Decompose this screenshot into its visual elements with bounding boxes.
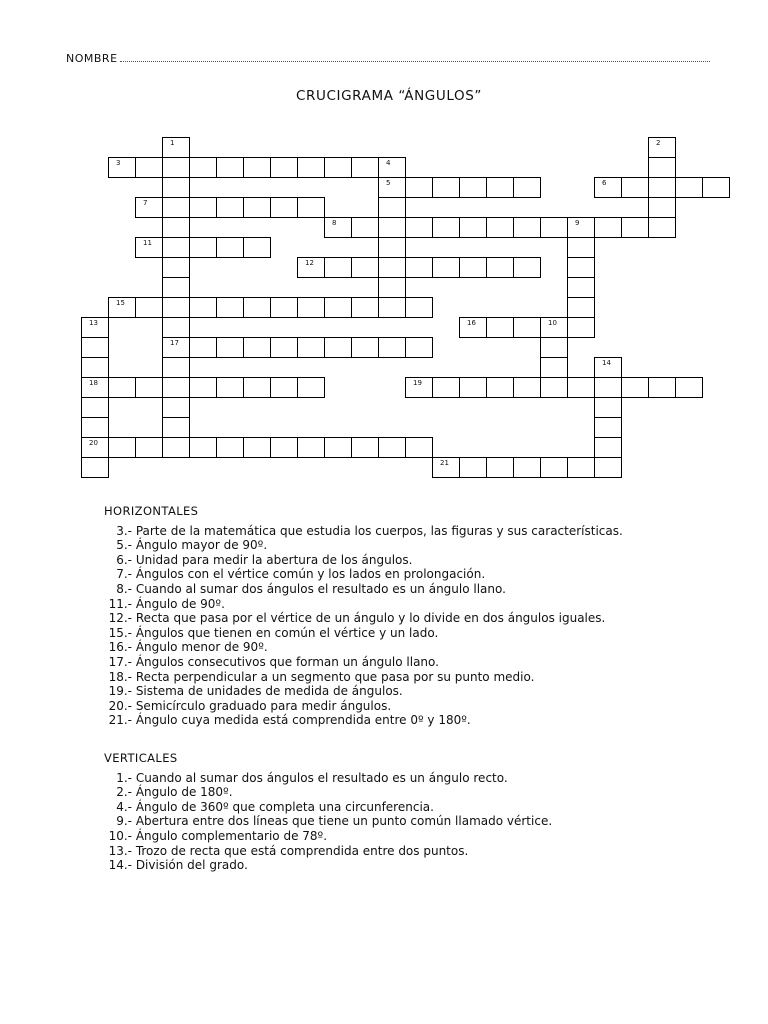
crossword-cell[interactable]	[405, 297, 433, 318]
crossword-cell[interactable]	[378, 157, 406, 178]
clue-item	[106, 538, 704, 553]
clue-text: Ángulo de 180º.	[132, 785, 233, 800]
crossword-cell[interactable]	[297, 257, 325, 278]
clue-item	[106, 640, 704, 655]
horizontal-clues-heading: HORIZONTALES	[104, 504, 199, 518]
clue-number: 21	[440, 459, 449, 467]
crossword-cell[interactable]	[405, 257, 433, 278]
crossword-cell[interactable]	[594, 457, 622, 478]
crossword-cell[interactable]	[594, 397, 622, 418]
crossword-cell[interactable]	[135, 157, 163, 178]
clue-item	[106, 800, 704, 815]
clue-number-label: 12.-	[108, 611, 132, 626]
crossword-cell[interactable]	[216, 377, 244, 398]
crossword-cell[interactable]	[324, 257, 352, 278]
clue-number-label: 2.-	[116, 785, 132, 800]
clue-number: 9	[575, 219, 580, 227]
crossword-cell[interactable]	[162, 257, 190, 278]
clue-text: Ángulo complementario de 78º.	[132, 828, 328, 843]
crossword-cell[interactable]	[378, 217, 406, 238]
clue-text: Ángulos que tienen en común el vértice y un lado.	[132, 625, 439, 640]
clue-text: Semicírculo graduado para medir ángulos.	[132, 698, 392, 713]
clue-number-label: 16.-	[108, 640, 132, 655]
crossword-cell[interactable]	[621, 377, 649, 398]
crossword-cell[interactable]	[162, 197, 190, 218]
clue-text: Ángulos con el vértice común y los lados en prolongación.	[132, 567, 486, 582]
crossword-cell[interactable]	[648, 377, 676, 398]
crossword-cell[interactable]	[324, 157, 352, 178]
crossword-cell[interactable]	[540, 377, 568, 398]
clue-item	[106, 524, 704, 539]
clue-item	[106, 597, 704, 612]
crossword-cell[interactable]	[135, 377, 163, 398]
crossword-cell[interactable]	[324, 217, 352, 238]
crossword-cell[interactable]	[189, 377, 217, 398]
crossword-cell[interactable]	[162, 237, 190, 258]
crossword-cell[interactable]	[540, 217, 568, 238]
crossword-cell[interactable]	[702, 177, 730, 198]
crossword-cell[interactable]	[162, 397, 190, 418]
crossword-cell[interactable]	[351, 157, 379, 178]
crossword-cell[interactable]	[243, 437, 271, 458]
crossword-cell[interactable]	[297, 197, 325, 218]
clue-item	[106, 858, 704, 873]
clue-text: Unidad para medir la abertura de los ángulos.	[132, 552, 413, 567]
clue-number: 17	[170, 339, 179, 347]
clue-number-label: 3.-	[116, 523, 132, 538]
crossword-cell[interactable]	[378, 297, 406, 318]
clue-item	[106, 611, 704, 626]
crossword-cell[interactable]	[486, 217, 514, 238]
clue-number-label: 20.-	[108, 698, 132, 713]
crossword-cell[interactable]	[162, 137, 190, 158]
crossword-cell[interactable]	[540, 357, 568, 378]
crossword-cell[interactable]	[378, 437, 406, 458]
clue-text: División del grado.	[132, 858, 248, 873]
crossword-cell[interactable]	[351, 217, 379, 238]
clue-number-label: 17.-	[108, 654, 132, 669]
clue-number-label: 6.-	[116, 552, 132, 567]
clue-item	[106, 655, 704, 670]
crossword-cell[interactable]	[243, 297, 271, 318]
crossword-cell[interactable]	[324, 437, 352, 458]
crossword-cell[interactable]	[459, 177, 487, 198]
vertical-clues	[104, 751, 704, 873]
crossword-cell[interactable]	[189, 197, 217, 218]
crossword-cell[interactable]	[513, 177, 541, 198]
clue-item	[106, 567, 704, 582]
clue-number: 12	[305, 259, 314, 267]
crossword-cell[interactable]	[351, 297, 379, 318]
clue-number: 20	[89, 439, 98, 447]
crossword-cell[interactable]	[189, 437, 217, 458]
crossword-cell[interactable]	[108, 297, 136, 318]
crossword-cell[interactable]	[81, 357, 109, 378]
clue-text: Cuando al sumar dos ángulos el resultado es un ángulo llano.	[132, 581, 506, 596]
clue-number-label: 7.-	[116, 567, 132, 582]
clue-number: 11	[143, 239, 152, 247]
crossword-cell[interactable]	[162, 437, 190, 458]
crossword-cell[interactable]	[135, 197, 163, 218]
clue-text: Sistema de unidades de medida de ángulos.	[132, 684, 403, 699]
crossword-cell[interactable]	[432, 457, 460, 478]
crossword-cell[interactable]	[243, 197, 271, 218]
clue-number: 15	[116, 299, 125, 307]
crossword-cell[interactable]	[486, 177, 514, 198]
clue-item	[106, 814, 704, 829]
crossword-cell[interactable]	[243, 237, 271, 258]
crossword-cell[interactable]	[459, 317, 487, 338]
crossword-cell[interactable]	[432, 217, 460, 238]
clue-text: Ángulo menor de 90º.	[132, 640, 268, 655]
crossword-cell[interactable]	[648, 157, 676, 178]
clue-item	[106, 713, 704, 728]
crossword-cell[interactable]	[162, 317, 190, 338]
crossword-cell[interactable]	[567, 217, 595, 238]
crossword-cell[interactable]	[81, 457, 109, 478]
clue-text: Recta que pasa por el vértice de un ángulo y lo divide en dos ángulos iguales.	[132, 611, 606, 626]
clue-number-label: 11.-	[108, 596, 132, 611]
clue-text: Recta perpendicular a un segmento que pasa por su punto medio.	[132, 669, 535, 684]
crossword-cell[interactable]	[567, 297, 595, 318]
crossword-cell[interactable]	[351, 257, 379, 278]
clue-number-label: 14.-	[108, 858, 132, 873]
crossword-cell[interactable]	[243, 377, 271, 398]
crossword-cell[interactable]	[162, 217, 190, 238]
crossword-cell[interactable]	[513, 257, 541, 278]
crossword-cell[interactable]	[648, 197, 676, 218]
crossword-cell[interactable]	[108, 377, 136, 398]
crossword-cell[interactable]	[162, 177, 190, 198]
name-dotted-line	[120, 60, 710, 62]
crossword-cell[interactable]	[216, 197, 244, 218]
page-title: CRUCIGRAMA “ÁNGULOS”	[296, 88, 482, 104]
crossword-cell[interactable]	[270, 157, 298, 178]
crossword-cell[interactable]	[405, 177, 433, 198]
clue-item	[106, 699, 704, 714]
crossword-cell[interactable]	[135, 437, 163, 458]
crossword-cell[interactable]	[459, 217, 487, 238]
clue-number-label: 5.-	[116, 538, 132, 553]
vertical-clues-heading: VERTICALES	[104, 751, 178, 765]
crossword-cell[interactable]	[621, 177, 649, 198]
crossword-cell[interactable]	[405, 217, 433, 238]
crossword-cell[interactable]	[216, 337, 244, 358]
crossword-cell[interactable]	[648, 177, 676, 198]
clue-number: 4	[386, 159, 391, 167]
crossword-cell[interactable]	[459, 457, 487, 478]
crossword-cell[interactable]	[378, 197, 406, 218]
crossword-cell[interactable]	[540, 317, 568, 338]
clue-item	[106, 582, 704, 597]
crossword-cell[interactable]	[270, 197, 298, 218]
crossword-cell[interactable]	[378, 257, 406, 278]
crossword-cell[interactable]	[540, 457, 568, 478]
crossword-cell[interactable]	[270, 297, 298, 318]
clue-number: 2	[656, 139, 661, 147]
crossword-cell[interactable]	[216, 297, 244, 318]
crossword-cell[interactable]	[567, 457, 595, 478]
crossword-cell[interactable]	[432, 257, 460, 278]
clue-text: Cuando al sumar dos ángulos el resultado es un ángulo recto.	[132, 770, 508, 785]
crossword-cell[interactable]	[405, 377, 433, 398]
crossword-cell[interactable]	[243, 337, 271, 358]
crossword-cell[interactable]	[81, 417, 109, 438]
name-field[interactable]	[66, 49, 710, 65]
crossword-cell[interactable]	[567, 257, 595, 278]
crossword-cell[interactable]	[135, 297, 163, 318]
crossword-cell[interactable]	[351, 437, 379, 458]
crossword-cell[interactable]	[81, 437, 109, 458]
crossword-cell[interactable]	[162, 337, 190, 358]
crossword-cell[interactable]	[567, 317, 595, 338]
crossword-cell[interactable]	[594, 217, 622, 238]
crossword-cell[interactable]	[459, 257, 487, 278]
clue-number: 5	[386, 179, 391, 187]
crossword-cell[interactable]	[378, 237, 406, 258]
crossword-cell[interactable]	[567, 377, 595, 398]
clue-text: Ángulo de 90º.	[132, 596, 225, 611]
crossword-cell[interactable]	[648, 137, 676, 158]
clue-item	[106, 785, 704, 800]
crossword-cell[interactable]	[189, 157, 217, 178]
clue-number: 16	[467, 319, 476, 327]
clue-text: Parte de la matemática que estudia los cuerpos, las figuras y sus características.	[132, 523, 623, 538]
clue-item	[106, 844, 704, 859]
clue-item	[106, 553, 704, 568]
crossword-cell[interactable]	[405, 437, 433, 458]
crossword-cell[interactable]	[567, 277, 595, 298]
clue-number: 19	[413, 379, 422, 387]
crossword-cell[interactable]	[594, 357, 622, 378]
clue-number: 14	[602, 359, 611, 367]
crossword-cell[interactable]	[270, 337, 298, 358]
crossword-cell[interactable]	[162, 277, 190, 298]
clue-text: Abertura entre dos líneas que tiene un punto común llamado vértice.	[132, 814, 553, 829]
clue-number-label: 1.-	[116, 770, 132, 785]
crossword-grid	[0, 0, 768, 500]
crossword-cell[interactable]	[378, 277, 406, 298]
name-label: NOMBRE	[66, 52, 118, 65]
clue-number: 18	[89, 379, 98, 387]
clue-item	[106, 670, 704, 685]
clue-text: Trozo de recta que está comprendida entre dos puntos.	[132, 843, 469, 858]
crossword-cell[interactable]	[81, 317, 109, 338]
crossword-cell[interactable]	[297, 437, 325, 458]
crossword-cell[interactable]	[594, 417, 622, 438]
crossword-cell[interactable]	[216, 237, 244, 258]
clue-number: 1	[170, 139, 175, 147]
clue-number: 8	[332, 219, 337, 227]
crossword-cell[interactable]	[432, 377, 460, 398]
crossword-cell[interactable]	[216, 157, 244, 178]
crossword-cell[interactable]	[486, 377, 514, 398]
clue-number: 3	[116, 159, 121, 167]
crossword-cell[interactable]	[297, 337, 325, 358]
crossword-cell[interactable]	[189, 237, 217, 258]
crossword-cell[interactable]	[297, 297, 325, 318]
crossword-cell[interactable]	[675, 377, 703, 398]
crossword-cell[interactable]	[378, 177, 406, 198]
crossword-cell[interactable]	[324, 297, 352, 318]
crossword-cell[interactable]	[513, 217, 541, 238]
horizontal-clues	[104, 504, 704, 728]
clue-text: Ángulo de 360º que completa una circunferencia.	[132, 799, 434, 814]
crossword-cell[interactable]	[648, 217, 676, 238]
clue-text: Ángulo mayor de 90º.	[132, 538, 268, 553]
clue-number: 10	[548, 319, 557, 327]
crossword-cell[interactable]	[567, 237, 595, 258]
crossword-cell[interactable]	[162, 357, 190, 378]
crossword-cell[interactable]	[81, 397, 109, 418]
crossword-cell[interactable]	[432, 177, 460, 198]
clue-text: Ángulo cuya medida está comprendida entre 0º y 180º.	[132, 713, 471, 728]
crossword-cell[interactable]	[216, 437, 244, 458]
crossword-cell[interactable]	[297, 157, 325, 178]
clue-number-label: 13.-	[108, 843, 132, 858]
crossword-cell[interactable]	[189, 297, 217, 318]
clue-number: 7	[143, 199, 148, 207]
crossword-cell[interactable]	[189, 337, 217, 358]
crossword-cell[interactable]	[486, 457, 514, 478]
crossword-cell[interactable]	[270, 377, 298, 398]
crossword-cell[interactable]	[81, 377, 109, 398]
crossword-cell[interactable]	[594, 177, 622, 198]
clue-number-label: 9.-	[116, 814, 132, 829]
crossword-cell[interactable]	[243, 157, 271, 178]
clue-number-label: 8.-	[116, 581, 132, 596]
crossword-cell[interactable]	[378, 337, 406, 358]
crossword-cell[interactable]	[675, 177, 703, 198]
crossword-cell[interactable]	[351, 337, 379, 358]
vertical-clue-list	[104, 771, 704, 873]
crossword-cell[interactable]	[135, 237, 163, 258]
crossword-cell[interactable]	[594, 437, 622, 458]
crossword-cell[interactable]	[81, 337, 109, 358]
crossword-cell[interactable]	[405, 337, 433, 358]
horizontal-clue-list	[104, 524, 704, 728]
crossword-cell[interactable]	[162, 417, 190, 438]
crossword-cell[interactable]	[270, 437, 298, 458]
clue-number-label: 15.-	[108, 625, 132, 640]
crossword-cell[interactable]	[162, 377, 190, 398]
crossword-cell[interactable]	[162, 157, 190, 178]
clue-item	[106, 829, 704, 844]
clue-number-label: 21.-	[108, 713, 132, 728]
crossword-cell[interactable]	[513, 317, 541, 338]
clue-number-label: 10.-	[108, 828, 132, 843]
clue-number-label: 19.-	[108, 684, 132, 699]
crossword-cell[interactable]	[513, 457, 541, 478]
crossword-cell[interactable]	[297, 377, 325, 398]
crossword-cell[interactable]	[108, 157, 136, 178]
clue-item	[106, 771, 704, 786]
clue-number-label: 4.-	[116, 799, 132, 814]
clue-number: 6	[602, 179, 607, 187]
crossword-cell[interactable]	[621, 217, 649, 238]
crossword-cell[interactable]	[162, 297, 190, 318]
clue-item	[106, 626, 704, 641]
crossword-cell[interactable]	[459, 377, 487, 398]
crossword-cell[interactable]	[513, 377, 541, 398]
clue-item	[106, 684, 704, 699]
clue-number: 13	[89, 319, 98, 327]
crossword-cell[interactable]	[540, 337, 568, 358]
clue-number-label: 18.-	[108, 669, 132, 684]
crossword-cell[interactable]	[594, 377, 622, 398]
crossword-cell[interactable]	[486, 257, 514, 278]
crossword-cell[interactable]	[324, 337, 352, 358]
clue-text: Ángulos consecutivos que forman un ángulo llano.	[132, 654, 439, 669]
crossword-cell[interactable]	[108, 437, 136, 458]
crossword-cell[interactable]	[486, 317, 514, 338]
